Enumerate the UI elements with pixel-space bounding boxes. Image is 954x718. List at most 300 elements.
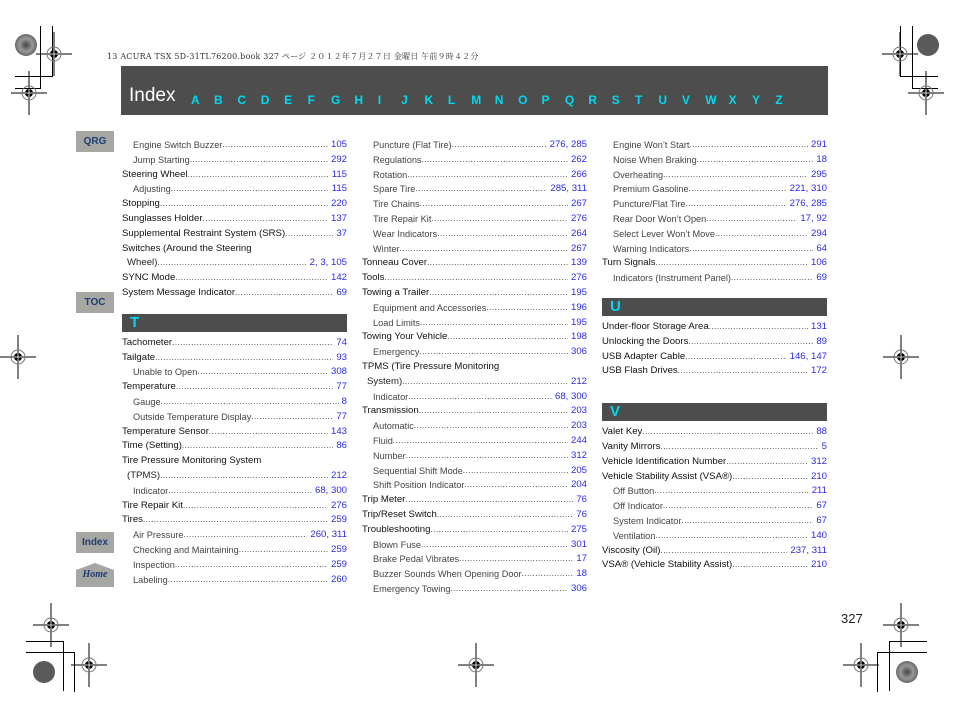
index-entry [602,197,827,212]
leader-dots [437,508,574,523]
page-link[interactable]: 292 [330,153,347,165]
page-link[interactable]: 2, 3, 105 [309,257,347,269]
leader-dots [182,439,333,454]
page-link[interactable]: 308 [330,366,347,378]
home-button[interactable] [76,563,114,587]
alpha-link-d[interactable]: D [260,93,270,107]
index-column-1 [122,138,347,587]
entry-label: Winter [362,242,400,257]
entry-label: Number [362,449,406,464]
leader-dots [415,182,547,197]
leader-dots [681,514,813,529]
index-entry [602,227,827,242]
page-link[interactable]: 221, 310 [789,183,827,195]
index-entry [602,256,827,271]
index-entry [122,410,347,425]
index-entry [362,508,587,523]
leader-dots [660,544,787,559]
page-link[interactable]: 306 [570,346,587,358]
page-link[interactable]: 5 [821,440,827,452]
entry-label: Tire Repair Kit [362,212,431,227]
entry-label: Engine Won’t Start [602,138,689,153]
index-entry [362,286,587,301]
leader-dots [402,375,568,390]
leader-dots [697,153,814,168]
home-label: Home [82,569,108,580]
page-link[interactable]: 139 [570,257,587,269]
index-entry [362,538,587,553]
page-link[interactable]: 244 [570,434,587,446]
entry-label: Tailgate [122,351,155,366]
leader-dots [685,350,786,365]
section-header-t [122,314,347,332]
entry-label: Gauge [122,395,161,410]
leader-dots [406,449,568,464]
leader-dots [660,440,818,455]
page-link[interactable]: 211 [811,485,827,497]
entry-label: Off Button [602,484,654,499]
index-entry [362,552,587,567]
entry-label: Indicators (Instrument Panel) [602,271,731,286]
alpha-link-k[interactable]: K [424,93,434,107]
page-link[interactable]: 64 [816,242,827,254]
alpha-link-r[interactable]: R [588,93,597,107]
leader-dots [172,336,333,351]
index-entry [362,375,587,390]
entry-label: Labeling [122,573,168,588]
index-entry [362,182,587,197]
alpha-link-y[interactable]: Y [751,93,760,107]
entry-label: System) [362,375,402,390]
alpha-link-p[interactable]: P [541,93,550,107]
alpha-link-t[interactable]: T [635,93,643,107]
page-link[interactable]: 68, 300 [554,390,587,402]
alpha-link-a[interactable]: A [191,93,200,107]
alpha-link-u[interactable]: U [658,93,668,107]
entry-label: Equipment and Accessories [362,301,486,316]
page-link[interactable]: 137 [330,212,347,224]
entry-label: USB Adapter Cable [602,350,685,365]
page-link[interactable]: 203 [570,420,587,432]
index-entry [122,168,347,183]
index-entry [122,336,347,351]
index-entry [362,256,587,271]
entry-label: Fluid [362,434,393,449]
entry-label: Puncture/Flat Tire [602,197,686,212]
entry-label: Regulations [362,153,422,168]
entry-label: Wear Indicators [362,227,437,242]
qrg-button[interactable]: QRG [76,131,114,152]
index-column-2 [362,138,587,597]
entry-label: Sunglasses Holder [122,212,203,227]
leader-dots [654,484,809,499]
index-entry [362,138,587,153]
page-link[interactable]: 295 [810,168,827,180]
alpha-link-c[interactable]: C [237,93,247,107]
index-entry [122,242,347,257]
entry-label: Off Indicator [602,499,663,514]
leader-dots [160,469,328,484]
leader-dots [285,227,333,242]
entry-label: Under-floor Storage Area [602,320,709,335]
page-link[interactable]: 115 [331,168,347,180]
leader-dots [459,552,573,567]
leader-dots [642,425,813,440]
entry-label: Supplemental Restraint System (SRS) [122,227,285,242]
index-entry [602,335,827,350]
leader-dots [709,320,808,335]
index-column-3 [602,138,827,573]
index-entry [362,301,587,316]
entry-label: Troubleshooting [362,523,430,538]
page-title: Index [129,85,176,106]
index-entry [122,271,347,286]
alpha-link-m[interactable]: M [471,93,482,107]
entry-label: Brake Pedal Vibrates [362,552,459,567]
entry-label: Tachometer [122,336,172,351]
entry-label: Shift Position Indicator [362,478,464,493]
page-link[interactable]: 301 [570,538,587,550]
index-entry [122,454,347,469]
leader-dots [419,404,568,419]
alpha-link-g[interactable]: G [330,93,341,107]
index-entry [122,558,347,573]
entry-label: Rear Door Won’t Open [602,212,706,227]
index-entry [122,573,347,588]
page-link[interactable]: 143 [330,425,347,437]
leader-dots [522,567,574,582]
leader-dots [407,168,568,183]
leader-dots [655,529,808,544]
page-link[interactable]: 312 [810,455,827,467]
leader-dots [400,242,568,257]
page-link[interactable]: 76 [576,508,587,520]
page-link[interactable]: 18 [816,153,827,165]
page-link[interactable]: 195 [570,316,587,328]
page-link[interactable]: 203 [570,405,587,417]
alpha-link-q[interactable]: Q [564,93,575,107]
page-link[interactable]: 67 [816,514,827,526]
entry-label: Vanity Mirrors [602,440,660,455]
entry-label: Select Lever Won’t Move [602,227,715,242]
page-link[interactable]: 259 [330,558,347,570]
index-entry [602,242,827,257]
index-entry [122,182,347,197]
page-link[interactable]: 93 [336,351,347,363]
page-link[interactable]: 89 [816,335,827,347]
entry-label: Air Pressure [122,528,184,543]
page-link[interactable]: 105 [330,139,347,150]
entry-label: Engine Switch Buzzer [122,138,222,153]
page-link[interactable]: 198 [570,331,587,343]
page-link[interactable]: 276 [330,499,347,511]
leader-dots [463,464,568,479]
index-entry [122,380,347,395]
entry-label: Adjusting [122,182,171,197]
alpha-link-l[interactable]: L [447,93,456,107]
leader-dots [414,419,568,434]
entry-label: Automatic [362,419,414,434]
leader-dots [689,138,808,153]
page-link[interactable]: 267 [570,198,587,210]
alpha-link-e[interactable]: E [284,93,293,107]
index-entry [362,242,587,257]
page-link[interactable]: 267 [570,242,587,254]
index-entry [602,529,827,544]
leader-dots [190,153,328,168]
page-link[interactable]: 37 [336,227,347,239]
leader-dots [731,271,813,286]
page-link[interactable]: 146, 147 [789,350,827,362]
leader-dots [663,499,813,514]
entry-label: Blown Fuse [362,538,421,553]
entry-label: Rotation [362,168,407,183]
entry-label: Checking and Maintaining [122,543,239,558]
leader-dots [422,153,568,168]
alpha-link-x[interactable]: X [728,93,737,107]
index-entry [602,514,827,529]
page-link[interactable]: 172 [810,365,827,377]
page-link[interactable]: 69 [336,286,347,298]
entry-label: Towing Your Vehicle [362,330,447,345]
page-link[interactable]: 8 [341,395,347,407]
page-link[interactable]: 76 [576,494,587,506]
index-entry [362,197,587,212]
entry-label: VSA® (Vehicle Stability Assist) [602,558,732,573]
page-link[interactable]: 69 [816,272,827,284]
leader-dots [688,335,813,350]
index-entry [122,227,347,242]
index-entry [602,425,827,440]
page-link[interactable]: 276, 285 [549,139,587,150]
index-entry [602,212,827,227]
entry-label: Unable to Open [122,365,197,380]
index-entry [602,153,827,168]
leader-dots [419,345,568,360]
page-link[interactable]: 294 [810,227,827,239]
entry-label: Trip/Reset Switch [362,508,437,523]
page-link[interactable]: 195 [570,286,587,298]
index-entry [602,484,827,499]
alpha-link-v[interactable]: V [681,93,690,107]
index-entry [602,320,827,335]
entry-label: (TPMS) [122,469,160,484]
page-link[interactable]: 237, 311 [790,544,827,556]
alpha-link-i[interactable]: I [377,93,382,107]
index-entry [362,493,587,508]
toc-button[interactable]: TOC [76,292,114,313]
page-link[interactable]: 259 [330,514,347,526]
index-entry [362,330,587,345]
entry-label: Tire Chains [362,197,420,212]
alpha-link-o[interactable]: O [518,93,528,107]
alpha-link-j[interactable]: J [401,93,408,107]
page-link[interactable]: 205 [570,464,587,476]
index-entry [602,558,827,573]
page-link[interactable]: 276 [570,212,587,224]
page-link[interactable]: 204 [570,479,587,491]
page-link[interactable]: 212 [330,469,347,481]
leader-dots [239,543,328,558]
index-entry [362,582,587,597]
index-entry [122,286,347,301]
leader-dots [188,168,329,183]
page-link[interactable]: 18 [576,568,587,580]
leader-dots [689,242,813,257]
leader-dots [157,256,306,271]
index-button[interactable]: Index [76,532,114,553]
entry-label: SYNC Mode [122,271,175,286]
alpha-link-f[interactable]: F [307,93,315,107]
page-link[interactable]: 17, 92 [800,212,827,224]
leader-dots [235,286,333,301]
index-entry [602,470,827,485]
index-entry [122,212,347,227]
index-entry [362,360,587,375]
alpha-link-b[interactable]: B [214,93,223,107]
index-entry [362,419,587,434]
leader-dots [183,499,328,514]
index-entry [602,138,827,153]
alpha-link-s[interactable]: S [611,93,620,107]
leader-dots [155,351,333,366]
leader-dots [447,330,568,345]
page-link[interactable]: 306 [570,582,587,594]
entry-label: Indicator [362,390,408,405]
index-entry [362,567,587,582]
alpha-link-z[interactable]: Z [775,93,783,107]
alpha-link-w[interactable]: W [705,93,717,107]
page-link[interactable]: 68, 300 [314,484,347,496]
page-link[interactable]: 262 [570,153,587,165]
page-link[interactable]: 115 [331,183,347,195]
entry-label: Indicator [122,484,168,499]
entry-label: Premium Gasoline [602,182,689,197]
index-entry [362,464,587,479]
alpha-link-h[interactable]: H [354,93,364,107]
entry-label: Ventilation [602,529,655,544]
entry-label: Sequential Shift Mode [362,464,463,479]
leader-dots [203,212,328,227]
page-link[interactable]: 220 [330,198,347,210]
leader-dots [420,316,568,331]
leader-dots [430,523,568,538]
leader-dots [429,286,568,301]
page-link[interactable]: 212 [570,375,587,387]
page-link[interactable]: 275 [570,523,587,535]
page-link[interactable]: 88 [816,426,827,438]
entry-label: Warning Indicators [602,242,689,257]
index-entry [122,484,347,499]
page-link[interactable]: 285, 311 [550,183,587,195]
entry-label: Viscosity (Oil) [602,544,660,559]
index-entry [602,271,827,286]
page-link[interactable]: 140 [810,529,827,541]
alpha-link-n[interactable]: N [494,93,504,107]
entry-label: Wheel) [122,256,157,271]
page-link[interactable]: 106 [810,257,827,269]
page-link[interactable]: 142 [330,272,347,284]
index-entry [122,351,347,366]
index-entry [122,395,347,410]
entry-label: Transmission [362,404,419,419]
entry-label: Turn Signals [602,256,656,271]
entry-label: Trip Meter [362,493,405,508]
index-entry [362,390,587,405]
entry-label: Towing a Trailer [362,286,429,301]
leader-dots [222,138,328,153]
page-link[interactable]: 260 [330,573,347,585]
index-entry [122,256,347,271]
page-link[interactable]: 77 [336,410,347,422]
page-link[interactable]: 276 [570,272,587,284]
entry-label: Overheating [602,168,663,183]
entry-label: TPMS (Tire Pressure Monitoring [362,360,499,375]
leader-dots [168,484,312,499]
leader-dots [686,197,787,212]
page-link[interactable]: 210 [810,559,827,571]
leader-dots [431,212,568,227]
index-entry [362,212,587,227]
leader-dots [689,182,787,197]
leader-dots [450,582,568,597]
page-link[interactable]: 312 [570,449,587,461]
leader-dots [405,493,573,508]
page-link[interactable]: 266 [570,168,587,180]
index-entry [362,478,587,493]
index-entry [122,138,347,153]
page-link[interactable]: 259 [330,543,347,555]
index-entry [602,168,827,183]
index-entry [602,544,827,559]
leader-dots [209,425,328,440]
page-link[interactable]: 196 [570,301,587,313]
index-entry [122,425,347,440]
index-entry [362,271,587,286]
entry-label: Emergency [362,345,419,360]
page-link[interactable]: 264 [570,227,587,239]
entry-label: Spare Tire [362,182,415,197]
leader-dots [171,182,329,197]
entry-label: Switches (Around the Steering [122,242,252,257]
page-link[interactable]: 260, 311 [310,529,347,541]
index-entry [122,439,347,454]
index-entry [122,469,347,484]
page-link[interactable]: 17 [576,553,587,565]
page-link[interactable]: 67 [816,500,827,512]
entry-label: Tire Pressure Monitoring System [122,454,261,469]
page-link[interactable]: 210 [810,470,827,482]
page-link[interactable]: 86 [336,440,347,452]
index-entry [362,316,587,331]
leader-dots [421,538,568,553]
section-header-v [602,403,827,421]
entry-label: Tonneau Cover [362,256,427,271]
page-link[interactable]: 131 [810,320,827,332]
leader-dots [437,227,568,242]
entry-label: Buzzer Sounds When Opening Door [362,567,522,582]
page-link[interactable]: 74 [336,336,347,348]
page-link[interactable]: 276, 285 [789,198,827,210]
leader-dots [184,528,308,543]
entry-label: Tires [122,513,143,528]
page-link[interactable]: 291 [810,139,827,150]
leader-dots [168,573,328,588]
section-header-u [602,298,827,316]
page-link[interactable]: 77 [336,381,347,393]
entry-label: Emergency Towing [362,582,450,597]
entry-label: Time (Setting) [122,439,182,454]
